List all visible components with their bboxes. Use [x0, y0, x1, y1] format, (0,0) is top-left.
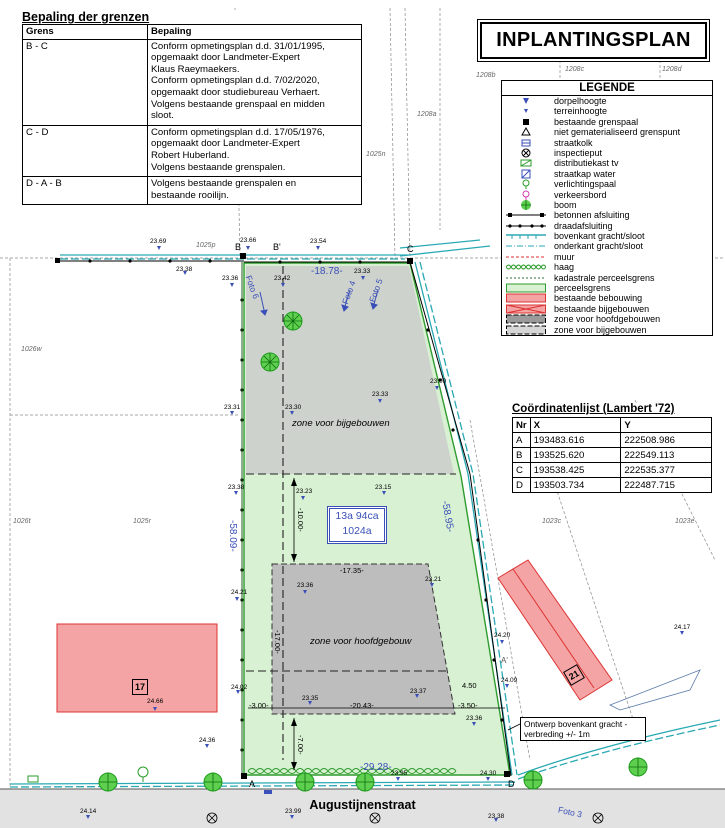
- grenzen-table-panel: [22, 10, 362, 205]
- legend-label: zone voor hoofdgebouwen: [554, 314, 661, 325]
- zone-hoofdgebouw-label: zone voor hoofdgebouw: [310, 636, 412, 647]
- legend-item: [502, 190, 712, 200]
- cadastral-label: 1023e: [675, 518, 695, 525]
- grenzen-title: Bepaling der grenzen: [22, 10, 150, 24]
- dimension-east: -58.95-: [439, 500, 456, 534]
- bepaling-line: Robert Huberland.: [151, 149, 230, 161]
- legend-label: kadastrale perceelsgrens: [554, 272, 655, 283]
- cadastral-label: 1023c: [542, 518, 562, 525]
- bepaling-line: Volgens bestaande grenspalen en: [151, 178, 297, 190]
- grenzen-table: [22, 24, 362, 205]
- bebouwing-17: [57, 624, 217, 712]
- legend-label: niet gematerialiseerd grenspunt: [554, 127, 681, 138]
- bepaling-line: opgemaakt door Landmeter-Expert: [151, 138, 300, 150]
- dimension-right-offset-b: 4.50: [462, 681, 477, 690]
- legend-label: boom: [554, 199, 577, 210]
- verlichtingspaal-icon: [506, 179, 546, 189]
- legend-item: [502, 231, 712, 241]
- legend-label: straatkap water: [554, 168, 616, 179]
- foto-5-label: Foto 5: [367, 277, 385, 304]
- grenzen-header-grens: Grens: [23, 25, 148, 40]
- legend-label: bestaande grenspaal: [554, 116, 639, 127]
- coord-header-x: X: [530, 418, 621, 433]
- height-label: 23.15: [375, 484, 392, 491]
- grens-cell: B - C: [23, 39, 148, 125]
- legend-label: distributiekast tv: [554, 158, 619, 169]
- legend-label: bestaande bijgebouwen: [554, 303, 650, 314]
- height-label: 23.38: [228, 484, 245, 491]
- dimension-north: -18.78-: [311, 266, 343, 277]
- dimension-zone-width: -17.35-: [340, 566, 364, 575]
- foto-6-label: Foto 6: [243, 274, 262, 301]
- dimension-inner-width: -20.43-: [350, 701, 374, 710]
- corner-label-d: D: [508, 779, 515, 789]
- height-label: 23.95: [391, 770, 408, 777]
- cadastral-label: 1208b: [476, 72, 496, 79]
- cadastral-label: 1025r: [133, 518, 151, 525]
- inspectieput-icon: [506, 148, 546, 158]
- bepaling-line: Volgens bestaande grenspalen.: [151, 161, 286, 173]
- coord-x: 193483.616: [530, 433, 621, 448]
- cadastral-label: 1026t: [13, 518, 31, 525]
- height-label: 24.21: [231, 589, 248, 596]
- verlichtingspaal-icon: [138, 767, 148, 782]
- legend-label: zone voor bijgebouwen: [554, 324, 647, 335]
- legend-item: [502, 200, 712, 210]
- table-row: [513, 478, 712, 493]
- dimension-south: -29.28-: [360, 762, 392, 773]
- legend-item: [502, 314, 712, 324]
- table-row: [513, 448, 712, 463]
- legend-label: betonnen afsluiting: [554, 210, 630, 221]
- legend-item: [502, 179, 712, 189]
- straatkolk-icon: [506, 138, 546, 148]
- coord-y: 222549.113: [621, 448, 712, 463]
- niet-gematerialiseerd-icon: [506, 127, 546, 137]
- height-label: 24.17: [674, 624, 691, 631]
- bepaling-line: Conform opmetingsplan d.d. 7/02/2020,: [151, 75, 320, 87]
- draadafsluiting-icon: [506, 221, 546, 231]
- boom-icon: [506, 200, 546, 210]
- legend-label: terreinhoogte: [554, 106, 608, 117]
- height-label: 23.31: [224, 404, 241, 411]
- bestaande-bebouwing-icon: [506, 293, 546, 303]
- height-label: 23.33: [372, 391, 389, 398]
- dorpelhoogte-icon: [506, 96, 546, 106]
- table-row: [513, 463, 712, 478]
- distributiekast-icon: [506, 158, 546, 168]
- grenspaal-icon: [506, 117, 546, 127]
- height-label: 23.35: [302, 695, 319, 702]
- corner-label-a-prime: A': [501, 656, 508, 665]
- height-label: 23.54: [310, 238, 327, 245]
- corner-label-b: B: [235, 242, 242, 252]
- zone-bijgebouwen-icon: [506, 325, 546, 335]
- legend-label: haag: [554, 262, 575, 273]
- cadastral-label: 1208a: [417, 111, 437, 118]
- bestaande-bijgebouwen-icon: [506, 304, 546, 314]
- legend-label: onderkant gracht/sloot: [554, 241, 644, 252]
- height-label: 23.21: [425, 576, 442, 583]
- corner-label-b-prime: B': [273, 242, 281, 252]
- haag-icon: [506, 262, 546, 272]
- height-label: 23.09: [430, 378, 447, 385]
- dimension-right-offset: -3.50-: [458, 701, 478, 710]
- height-label: 23.66: [240, 237, 257, 244]
- cadastral-label: 1208d: [662, 66, 682, 73]
- legend-label: dorpelhoogte: [554, 96, 607, 106]
- legend-item: [502, 273, 712, 283]
- coord-nr: A: [513, 433, 531, 448]
- height-label: 24.66: [147, 698, 164, 705]
- height-label: 23.36: [222, 275, 239, 282]
- height-label: 23.99: [285, 808, 302, 815]
- table-row: [23, 125, 362, 176]
- legend-item: [502, 106, 712, 116]
- legend-item: [502, 241, 712, 251]
- coord-x: 193503.734: [530, 478, 621, 493]
- height-label: 24.02: [231, 684, 248, 691]
- cadastral-label: 1208c: [565, 66, 585, 73]
- height-label: 23.69: [150, 238, 167, 245]
- bepaling-line: Conform opmetingsplan d.d. 31/01/1995,: [151, 40, 325, 52]
- verkeersbord-icon: [506, 190, 546, 200]
- callout-line: verbreding +/- 1m: [524, 729, 590, 739]
- onderkant-gracht-icon: [506, 241, 546, 251]
- corner-label-c: C: [407, 244, 414, 254]
- legend-label: inspectieput: [554, 147, 603, 158]
- bepaling-cell: [148, 177, 362, 205]
- table-row: [23, 177, 362, 205]
- bepaling-line: opgemaakt door Landmeter-Expert: [151, 52, 300, 64]
- legend-item: [502, 169, 712, 179]
- bepaling-line: Klaus Raeymaekers.: [151, 63, 240, 75]
- legend-label: draadafsluiting: [554, 220, 613, 231]
- parcel-area: 13a 94ca: [335, 510, 379, 522]
- legend-item: [502, 293, 712, 303]
- coordinates-title: Coördinatenlijst (Lambert '72): [512, 403, 675, 415]
- coord-y: 222535.377: [621, 463, 712, 478]
- legend-item: [502, 117, 712, 127]
- house-number-21: 21: [563, 664, 585, 686]
- cadastral-label: 1026w: [21, 346, 42, 353]
- kadastrale-grens-icon: [506, 273, 546, 283]
- coord-nr: C: [513, 463, 531, 478]
- coord-nr: D: [513, 478, 531, 493]
- legend-item: [502, 283, 712, 293]
- legend-item: [502, 252, 712, 262]
- dimension-setback-rear: -10.00-: [296, 508, 305, 532]
- height-label: 24.36: [199, 737, 216, 744]
- legend-item: [502, 127, 712, 137]
- legend-panel: [501, 80, 713, 336]
- legend-item: [502, 138, 712, 148]
- legend-title: LEGENDE: [502, 81, 712, 96]
- height-label: 24.30: [480, 770, 497, 777]
- dimension-left-offset: -3.00-: [249, 701, 269, 710]
- foto-4-label: Foto 4: [340, 279, 358, 306]
- bepaling-cell: [148, 39, 362, 125]
- parcel-number: 1024a: [342, 525, 372, 537]
- corner-label-a: A: [249, 779, 256, 789]
- terreinhoogte-icon: [506, 106, 546, 116]
- coord-header-y: Y: [621, 418, 712, 433]
- bovenkant-gracht-icon: [506, 231, 546, 241]
- cadastral-label: 1025n: [366, 151, 386, 158]
- legend-item: [502, 158, 712, 168]
- cadastral-label: 1025p: [196, 242, 216, 249]
- legend-label: straatkolk: [554, 137, 593, 148]
- height-label: 23.30: [285, 404, 302, 411]
- coord-header-nr: Nr: [513, 418, 531, 433]
- legend-item: [502, 262, 712, 272]
- grenzen-header-bepaling: Bepaling: [148, 25, 362, 40]
- grens-cell: C - D: [23, 125, 148, 176]
- legend-label: bestaande bebouwing: [554, 293, 643, 304]
- height-label: 24.09: [501, 677, 518, 684]
- height-label: 23.23: [296, 488, 313, 495]
- legend-item: [502, 210, 712, 220]
- legend-item: [502, 221, 712, 231]
- height-label: 23.33: [354, 268, 371, 275]
- coordinates-table: [512, 417, 712, 493]
- height-label: 23.38: [176, 266, 193, 273]
- height-label: 24.20: [494, 632, 511, 639]
- height-label: 23.38: [488, 813, 505, 820]
- bepaling-cell: [148, 125, 362, 176]
- coordinates-panel: [512, 403, 712, 493]
- callout-line: Ontwerp bovenkant gracht -: [524, 719, 628, 729]
- grens-cell: D - A - B: [23, 177, 148, 205]
- parcel-area-box: [329, 508, 385, 542]
- table-row: [23, 39, 362, 125]
- legend-label: muur: [554, 251, 575, 262]
- legend-label: verkeersbord: [554, 189, 607, 200]
- house-number-17: 17: [132, 679, 148, 695]
- legend-item: [502, 96, 712, 106]
- bepaling-line: Volgens bestaande grenspaal en midden: [151, 98, 325, 110]
- bepaling-line: bestaande rooilijn.: [151, 189, 229, 201]
- bepaling-line: sloot.: [151, 110, 174, 122]
- plan-title: INPLANTINGSPLAN: [480, 22, 707, 59]
- coord-x: 193525.620: [530, 448, 621, 463]
- height-label: 23.36: [466, 715, 483, 722]
- height-label: 23.42: [274, 275, 291, 282]
- foto-3-label: Foto 3: [557, 804, 583, 820]
- table-row: [513, 433, 712, 448]
- legend-label: bovenkant gracht/sloot: [554, 231, 645, 242]
- bepaling-line: opgemaakt door studiebureau Verhaert.: [151, 86, 321, 98]
- coord-nr: B: [513, 448, 531, 463]
- legend-item: [502, 325, 712, 335]
- street-name: Augustijnenstraat: [309, 798, 416, 812]
- straatkap-icon: [506, 169, 546, 179]
- zone-hoofdgebouwen-icon: [506, 314, 546, 324]
- gracht-callout: [520, 717, 646, 741]
- legend-label: perceelsgrens: [554, 283, 611, 294]
- zone-bijgebouwen-label: zone voor bijgebouwen: [292, 418, 390, 429]
- dimension-setback-front: -7.00-: [296, 735, 305, 755]
- legend-item: [502, 304, 712, 314]
- flow-arrow-icon: [610, 670, 700, 710]
- bepaling-line: Conform opmetingsplan d.d. 17/05/1976,: [151, 126, 325, 138]
- perceelsgrens-icon: [506, 283, 546, 293]
- coord-y: 222487.715: [621, 478, 712, 493]
- dimension-west: -58.09-: [227, 520, 238, 552]
- height-label: 23.37: [410, 688, 427, 695]
- legend-item: [502, 148, 712, 158]
- coord-x: 193538.425: [530, 463, 621, 478]
- coord-y: 222508.986: [621, 433, 712, 448]
- dimension-zone-depth: -17.00-: [273, 630, 282, 654]
- height-label: 23.36: [297, 582, 314, 589]
- muur-icon: [506, 252, 546, 262]
- legend-label: verlichtingspaal: [554, 179, 617, 190]
- betonnen-afsluiting-icon: [506, 210, 546, 220]
- height-label: 24.14: [80, 808, 97, 815]
